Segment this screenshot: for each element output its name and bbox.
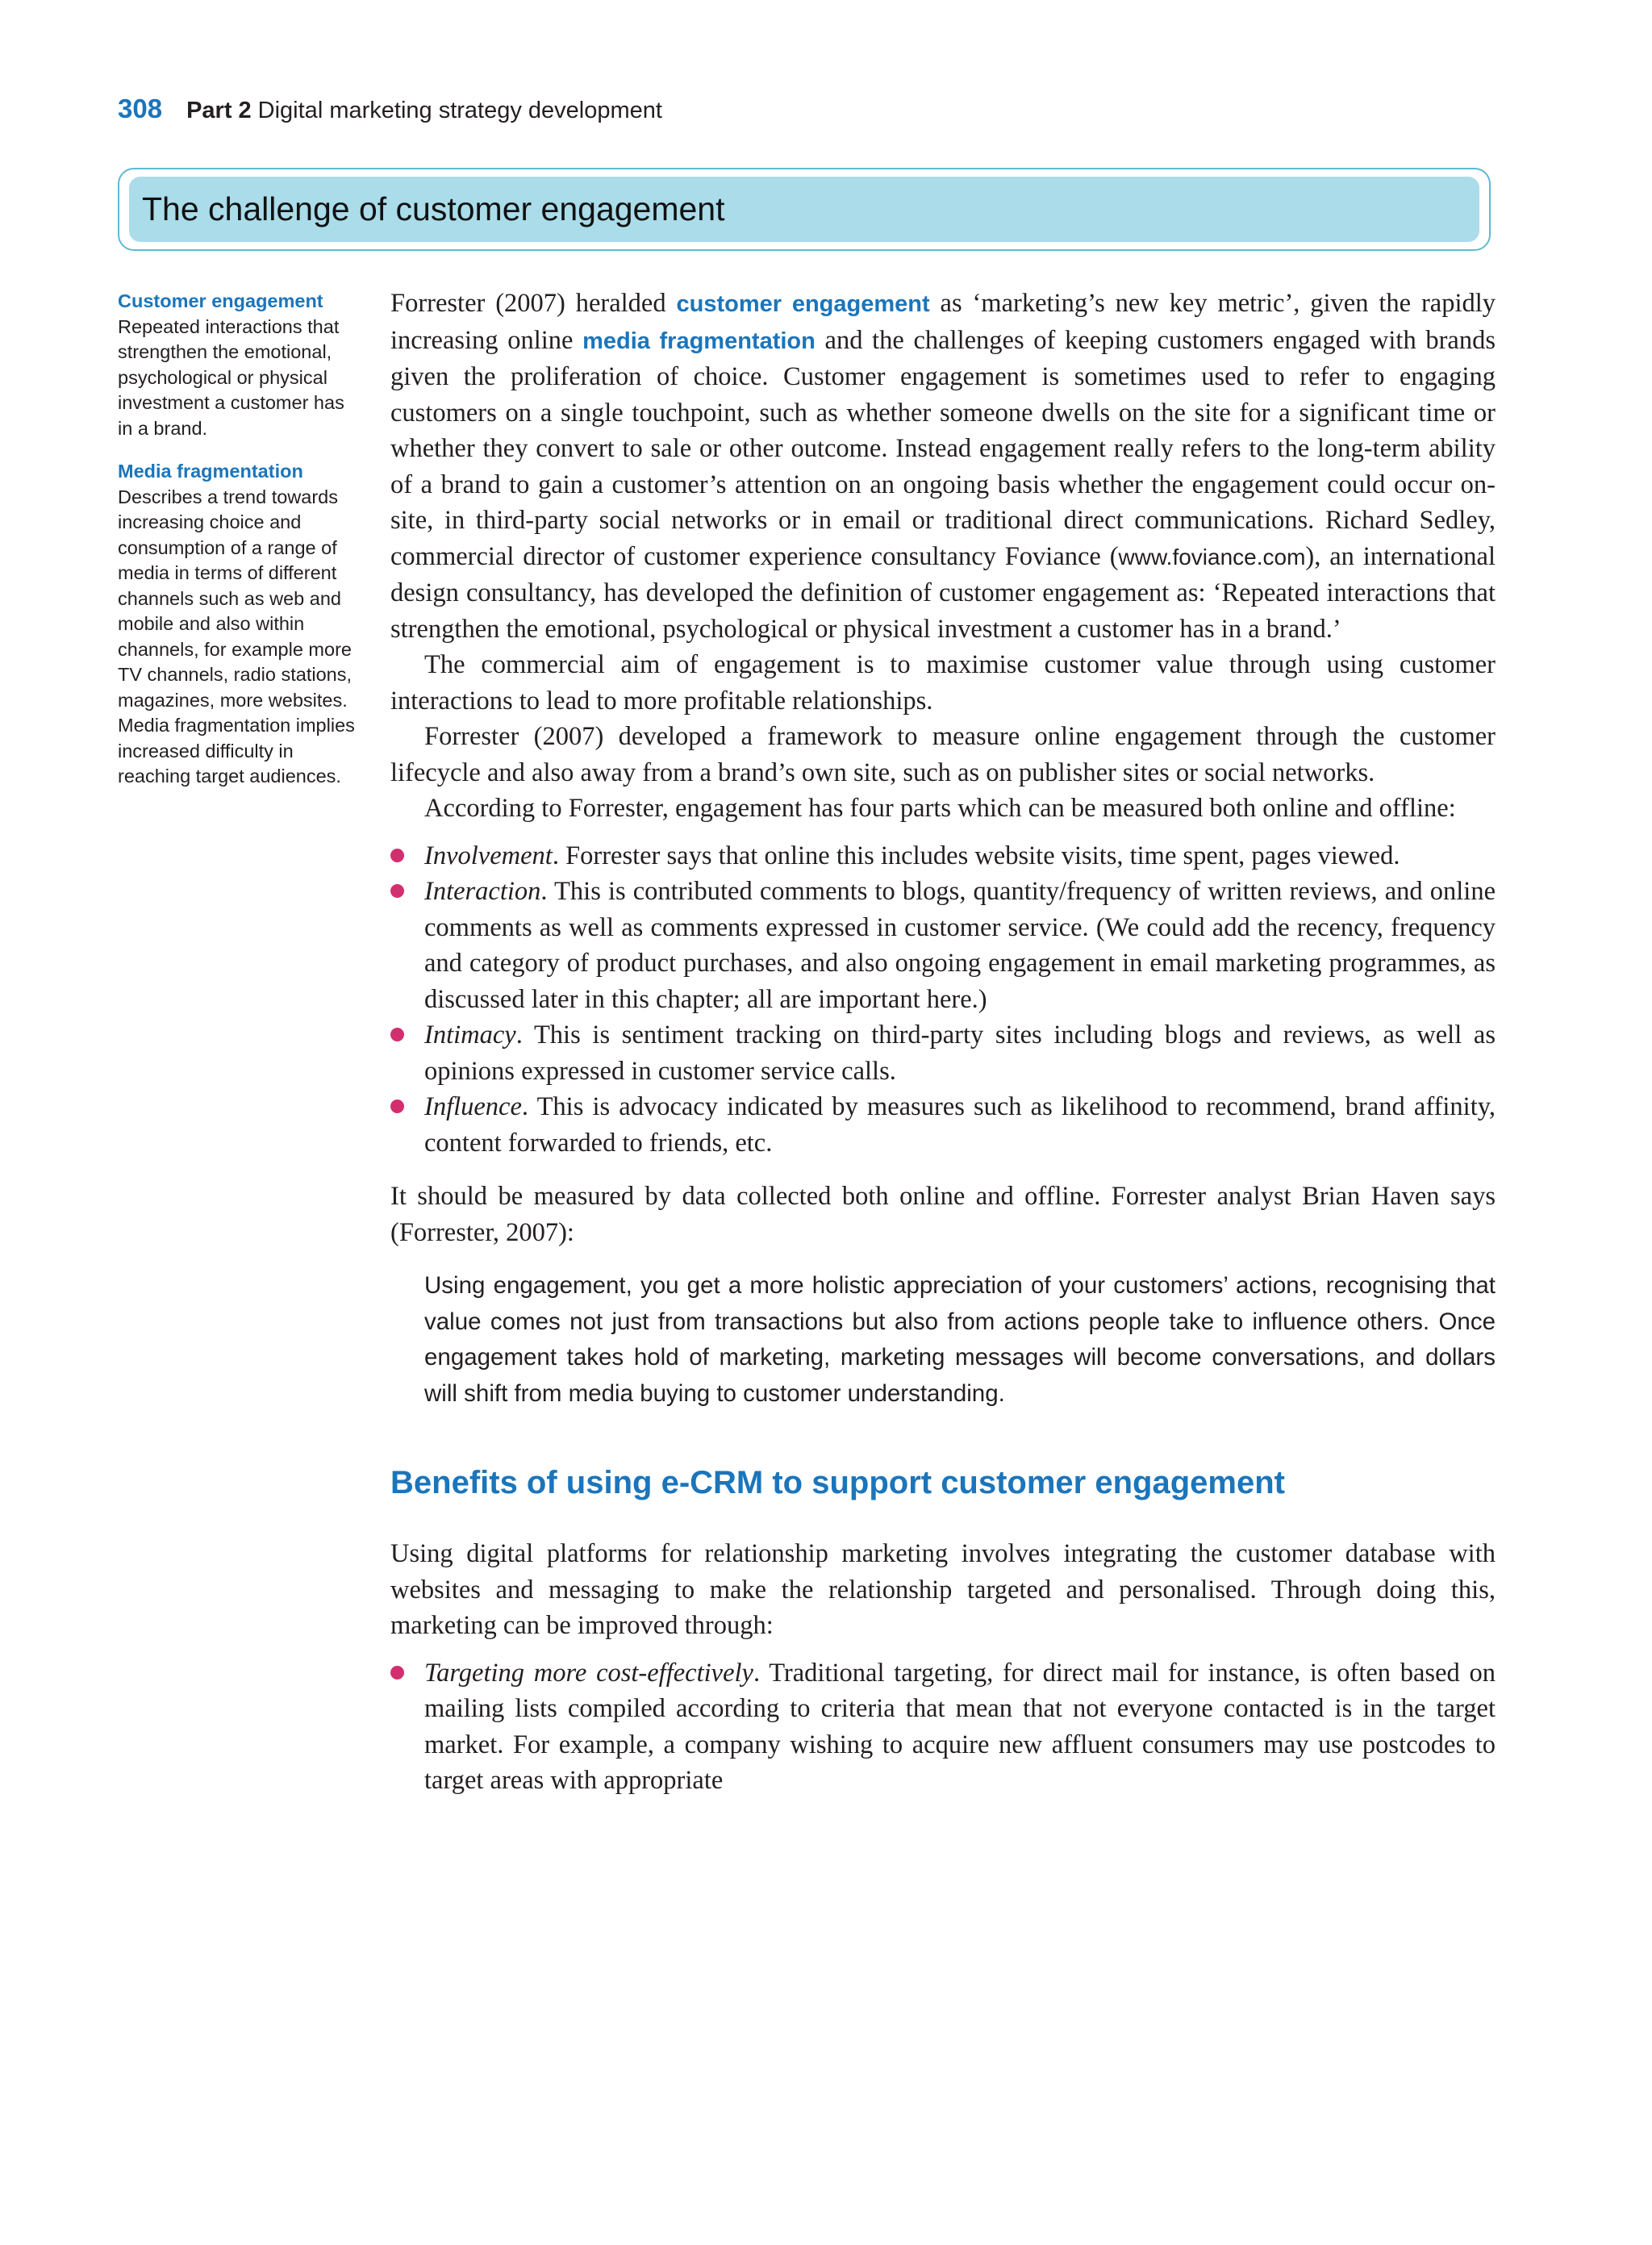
paragraph-intro — [390, 286, 1496, 647]
text-run: Forrester (2007) heralded — [390, 289, 677, 318]
list-item-text: . This is contributed comments to blogs, quantity/frequency of written reviews, and online comments as well as comments expressed in customer service. (We could add the recency, frequency and category of product purchases, and also ongoing engagement in email marketing programmes, as discussed later in this chapter; all are important here.) — [424, 877, 1496, 1014]
glossary-entry — [118, 289, 360, 441]
list-item — [390, 1655, 1496, 1799]
running-head — [118, 90, 662, 129]
list-item-term: Targeting more cost-effectively — [424, 1658, 753, 1688]
glossary-definition: Describes a trend towards increasing choice and consumption of a range of media in terms of different channels such as web and mobile and also within channels, for example more TV channels, radio stations, magazines, more websites. Media fragmentation implies increased difficulty in reaching target audiences. — [118, 486, 355, 787]
bullet-icon — [390, 884, 404, 898]
benefits-list — [390, 1655, 1496, 1799]
engagement-parts-list — [390, 838, 1496, 1162]
section-banner-fill — [129, 177, 1479, 242]
list-item-term: Interaction — [424, 877, 541, 906]
keyword-customer-engagement: customer engagement — [676, 291, 930, 317]
paragraph-measurement: It should be measured by data collected both online and offline. Forrester analyst Brian Haven says (Forrester, 2007): — [390, 1182, 1496, 1247]
glossary-term: Media fragmentation — [118, 461, 303, 482]
list-item — [390, 1089, 1496, 1161]
list-item-term: Involvement — [424, 841, 553, 870]
list-item-text: . This is sentiment tracking on third-party sites including blogs and reviews, as well as opinions expressed in customer service calls. — [424, 1020, 1496, 1086]
list-item-term: Influence — [424, 1092, 522, 1121]
section-title: The challenge of customer engagement — [142, 190, 725, 227]
paragraph-digital-platforms: Using digital platforms for relationship marketing involves integrating the customer database with websites and messaging to make the relationship targeted and personalised. Through doing this, marketing can be improved through: — [390, 1539, 1496, 1640]
paragraph-four-parts: According to Forrester, engagement has four parts which can be measured both online and offline: — [424, 794, 1456, 823]
glossary-term: Customer engagement — [118, 290, 323, 311]
glossary-entry — [118, 459, 360, 790]
page-number: 308 — [118, 94, 163, 123]
list-item — [390, 1017, 1496, 1089]
foviance-url: www.foviance.com — [1118, 544, 1306, 570]
text-run: as ‘marketing’s new key metric’, given the rapidly increasing online — [390, 289, 1496, 355]
margin-glossary — [118, 289, 360, 807]
list-item-text: . Forrester says that online this includes website visits, time spent, pages viewed. — [552, 841, 1400, 870]
main-text-column — [390, 286, 1496, 1799]
list-item — [390, 838, 1496, 874]
bullet-icon — [390, 849, 404, 862]
bullet-icon — [390, 1666, 404, 1680]
list-item-term: Intimacy — [424, 1020, 516, 1049]
part-label: Part 2 — [186, 98, 252, 123]
list-item-text: . This is advocacy indicated by measures such as likelihood to recommend, brand affinity, content forwarded to friends, etc. — [424, 1092, 1496, 1158]
glossary-definition: Repeated interactions that strengthen the emotional, psychological or physical investment a customer has in a brand. — [118, 315, 344, 439]
list-item-text: . Traditional targeting, for direct mail for instance, is often based on mailing lists compiled according to criteria that mean that not everyone contacted is in the target market. For example, a company wishing to acquire new affluent consumers may use postcodes to target areas with appropriate — [424, 1658, 1496, 1795]
bullet-icon — [390, 1100, 404, 1113]
paragraph-forrester-framework: Forrester (2007) developed a framework to measure online engagement through the customer lifecycle and also away from a brand’s own site, such as on publisher sites or social networks. — [390, 722, 1496, 787]
bullet-icon — [390, 1028, 404, 1041]
section-heading-benefits: Benefits of using e-CRM to support customer engagement — [390, 1465, 1285, 1500]
text-run: and the challenges of keeping customers engaged with brands given the proliferation of choice. Customer engagement is sometimes used to refer to engaging customers on a single touchpoint, such as whether someone dwells on the site for a significant time or whether they convert to sale or other outcome. Instead engagement really refers to the long-term ability of a brand to gain a customer’s attention on an ongoing basis whether the engagement could occur on-site, in third-party social networks or in email or traditional direct communications. Richard Sedley, commercial director of customer experience consultancy Foviance ( — [390, 325, 1496, 571]
text-run: ), an international design consultancy, has developed the definition of customer engagement as: ‘Repeated interactions that strengthen the emotional, psychological or physical investment a customer has in a brand.’ — [390, 541, 1496, 644]
keyword-media-fragmentation: media fragmentation — [582, 328, 816, 354]
paragraph-commercial-aim: The commercial aim of engagement is to maximise customer value through using customer interactions to lead to more profitable relationships. — [390, 650, 1496, 716]
list-item — [390, 874, 1496, 1017]
section-banner — [118, 168, 1491, 251]
block-quote: Using engagement, you get a more holistic appreciation of your customers’ actions, recognising that value comes not just from transactions but also from actions people take to influence others. Once engagement takes hold of marketing, marketing messages will become conversations, and dollars will shift from media buying to customer understanding. — [424, 1272, 1496, 1407]
part-title: Digital marketing strategy development — [257, 98, 662, 123]
